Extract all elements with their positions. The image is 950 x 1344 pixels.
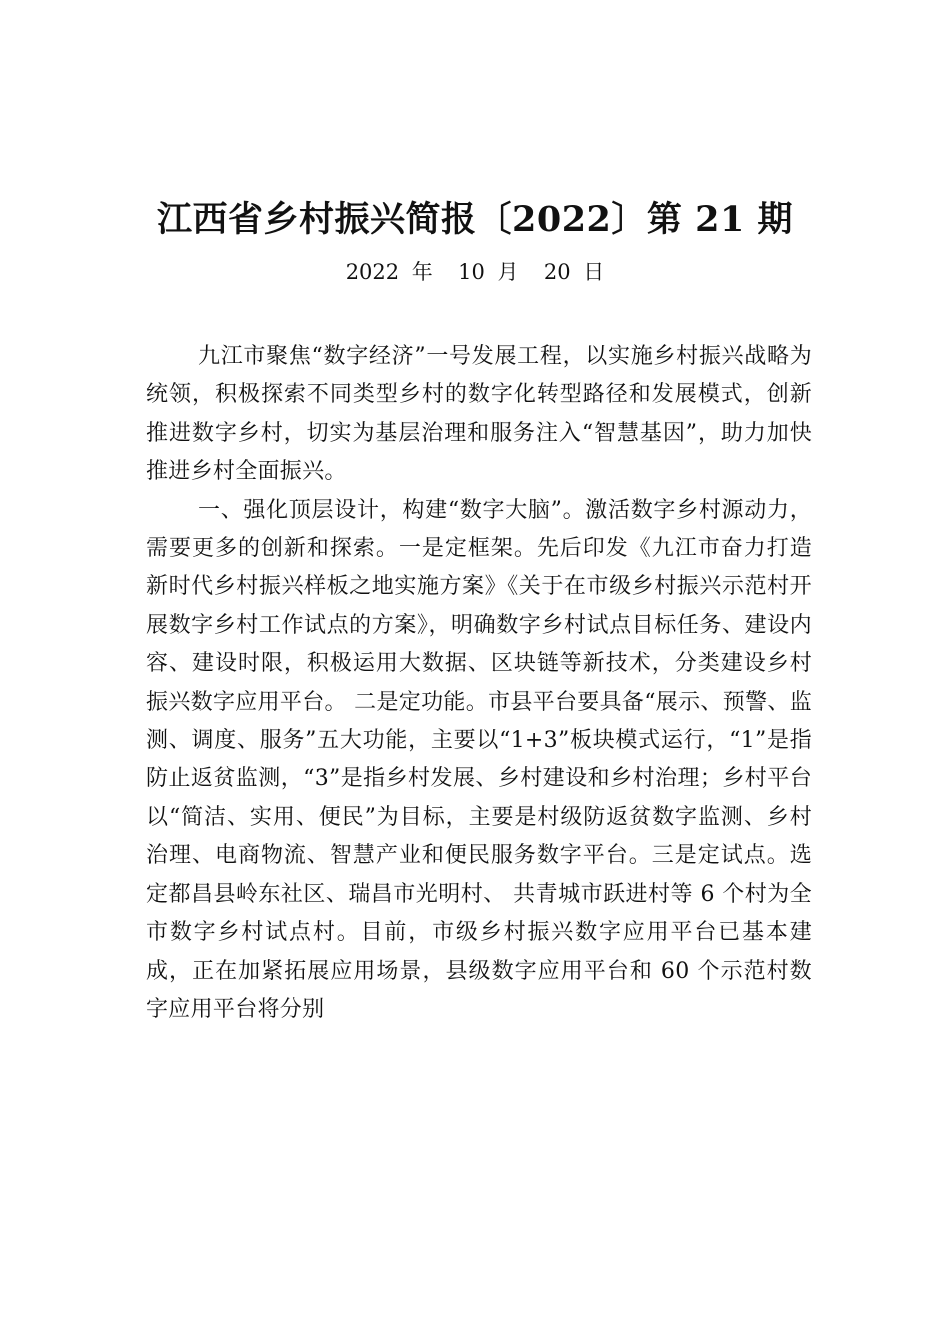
document-body	[146, 338, 812, 1029]
document-title: 江西省乡村振兴简报〔2022〕第 21 期	[157, 199, 793, 240]
body-paragraph-section-1: 一、强化顶层设计，构建“数字大脑”。激活数字乡村源动力，需要更多的创新和探索。一是定框架。先后印发《九江市奋力打造新时代乡村振兴样板之地实施方案》《关于在市级乡村振兴示范村开展数字乡村工作试点的方案》，明确数字乡村试点目标任务、建设内容、建设时限，积极运用大数据、区块链等新技术，分类建设乡村振兴数字应用平台。 二是定功能。市县平台要具备“展示、预警、监测、调度、服务”五大功能，主要以“1+3”板块模式运行，“1”是指防止返贫监测，“3”是指乡村发展、乡村建设和乡村治理；乡村平台以“简洁、实用、便民”为目标，主要是村级防返贫数字监测、乡村治理、电商物流、智慧产业和便民服务数字平台。三是定试点。选定都昌县岭东社区、瑞昌市光明村、 共青城市跃进村等 6 个村为全市数字乡村试点村。目前，市级乡村振兴数字应用平台已基本建成，正在加紧拓展应用场景，县级数字应用平台和 60 个示范村数字应用平台将分别	[146, 497, 812, 1022]
body-paragraph-intro: 九江市聚焦“数字经济”一号发展工程，以实施乡村振兴战略为统领，积极探索不同类型乡村的数字化转型路径和发展模式，创新推进数字乡村，切实为基层治理和服务注入“智慧基因”，助力加快推进乡村全面振兴。	[146, 344, 812, 485]
document-date: 2022 年 10 月 20 日	[345, 260, 605, 284]
